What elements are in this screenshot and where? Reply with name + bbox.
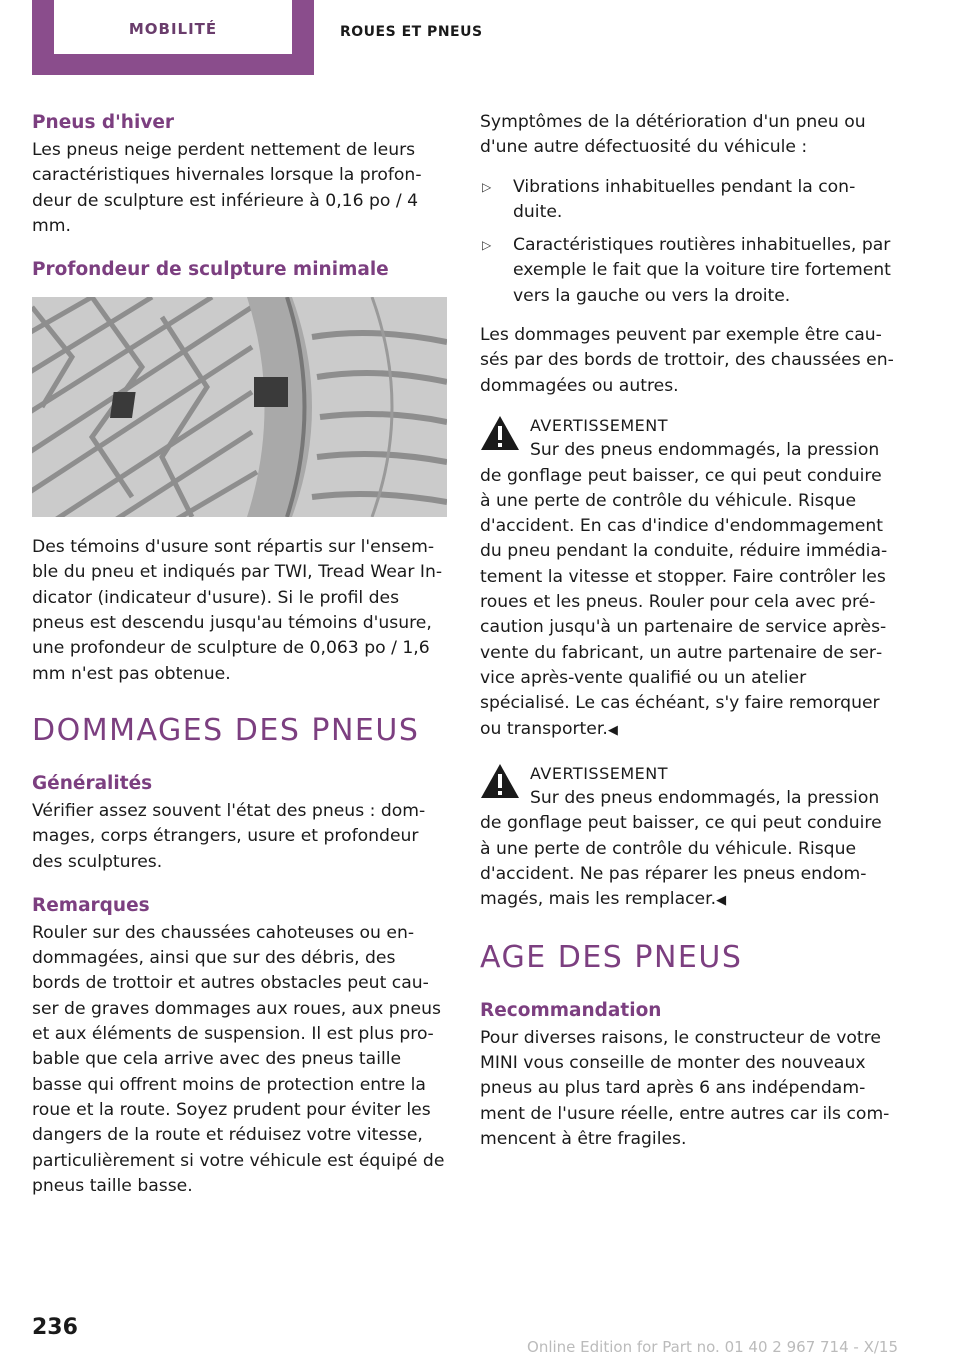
twi-text: Des témoins d'usure sont répartis sur l'ensem‐ble du pneu et indiqués par TWI, Tread Wear In‐dicator (indicateur d'usure). Si le profil des pneus est descendu jusqu'au témoins d'usure, une profondeur de sculpture de 0,063 po / 1,6 mm n'est pas obtenue. [32, 537, 443, 684]
warning-title: AVERTISSEMENT [530, 415, 668, 435]
general-heading: Généralités [32, 772, 153, 794]
winter-tires-text: Les pneus neige perdent nettement de leurs caractéristiques hivernales lorsque la profon‐deur de sculpture est inférieure à 0,16 po / 4 mm. [32, 140, 422, 236]
symptoms-intro: Symptômes de la détérioration d'un pneu ou d'une autre défectuosité du véhicule : [480, 112, 866, 158]
warning-triangle-icon [480, 763, 520, 799]
section-tab [32, 0, 314, 75]
damage-heading: DOMMAGES DES PNEUS [32, 712, 420, 748]
recommendation-heading: Recommandation [480, 999, 662, 1021]
age-heading: AGE DES PNEUS [480, 939, 743, 975]
bullet-triangle-icon: ▷ [482, 179, 492, 194]
general-text: Vérifier assez souvent l'état des pneus : dom‐mages, corps étrangers, usure et profondeur des sculptures. [32, 800, 426, 872]
min-depth-heading: Profondeur de sculpture minimale [32, 259, 389, 281]
page-number: 236 [32, 1315, 78, 1340]
warning-title: AVERTISSEMENT [530, 763, 668, 783]
damage-causes-text: Les dommages peuvent par exemple être cau‐sés par des bords de trottoir, des chaussées en‐dommagées ou autres. [480, 325, 894, 396]
left-column [32, 110, 447, 1213]
end-mark-icon: ◀ [607, 722, 618, 738]
bullet-triangle-icon: ▷ [482, 238, 492, 253]
remarks-text: Rouler sur des chaussées cahoteuses ou en‐dommagées, ainsi que sur des débris, des bords de trottoir et autres obstacles peut cau‐ser de graves dommages aux roues, aux pneus et aux éléments de suspension. Il est plus pro‐bable que cela arrive avec des pneus taille basse qui offrent moins de protection entre la roue et la route. Soyez prudent pour éviter les dangers de la route et réduisez votre vitesse, particulièrement si votre véhicule est équipé de pneus taille basse. [32, 922, 445, 1196]
warning-text: Sur des pneus endommagés, la pression de gonflage peut baisser, ce qui peut conduire à une perte de contrôle du véhicule. Risque d'accident. Ne pas réparer les pneus endom‐magés, mais les remplacer. [480, 788, 882, 910]
warning-triangle-icon [480, 415, 520, 451]
recommendation-text: Pour diverses raisons, le constructeur de votre MINI vous conseille de monter des nouveaux pneus au plus tard après 6 ans indépendam‐ment de l'usure réelle, entre autres car ils com‐mencent à être fragiles. [480, 1027, 890, 1149]
warning-block [480, 761, 895, 914]
list-item [480, 233, 895, 309]
warning-block [480, 413, 895, 743]
section-tab-label: MOBILITÉ [54, 0, 292, 54]
warning-text: Sur des pneus endommagés, la pression de gonflage peut baisser, ce qui peut conduire à une perte de contrôle du véhicule. Risque d'accident. En cas d'indice d'endommagement du pneu pendant la conduite, réduire immédia‐tement la vitesse et stopper. Faire contrôler les roues et les pneus. Rouler pour cela avec pré‐caution jusqu'à un partenaire de service après-vente du fabricant, un autre partenaire de ser‐vice après-vente qualifié ou un atelier spécialisé. Le cas échéant, s'y faire remorquer ou transporter. [480, 440, 888, 739]
right-column [480, 110, 895, 1166]
bullet-text: Caractéristiques routières inhabituelles, par exemple le fait que la voiture tire fortement vers la gauche ou vers la droite. [513, 235, 891, 306]
list-item [480, 175, 895, 226]
winter-tires-heading: Pneus d'hiver [32, 112, 175, 133]
edition-footer: Online Edition for Part no. 01 40 2 967 714 - X/15 [527, 1338, 898, 1356]
tread-wear-illustration [32, 297, 447, 517]
chapter-title: ROUES ET PNEUS [340, 24, 483, 40]
remarks-heading: Remarques [32, 894, 150, 916]
bullet-text: Vibrations inhabituelles pendant la con‐duite. [513, 176, 856, 222]
end-mark-icon: ◀ [716, 893, 727, 909]
tire-tread-graphic [32, 297, 447, 517]
